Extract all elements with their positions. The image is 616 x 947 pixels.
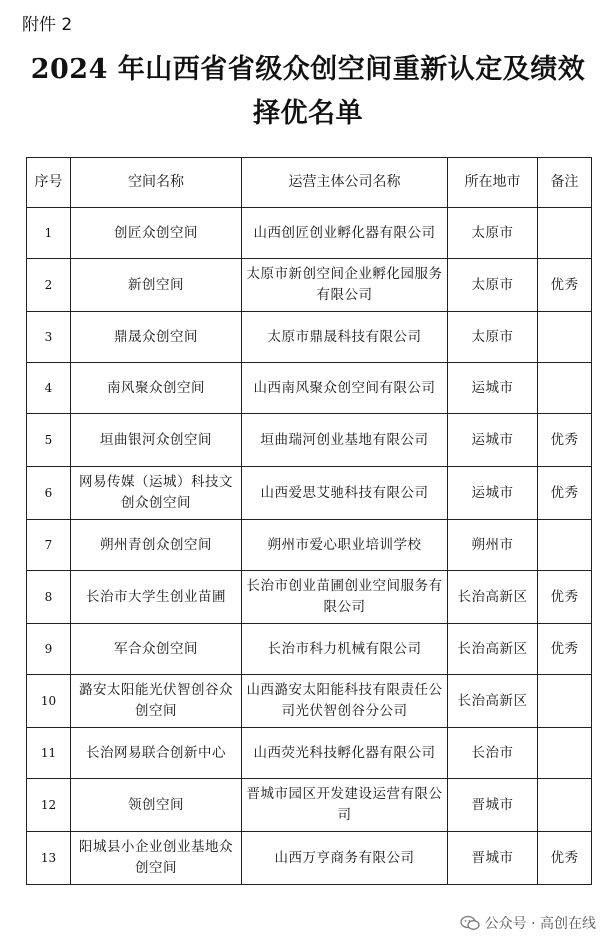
row-space-name: 朔州青创众创空间: [71, 520, 242, 571]
row-city: 运城市: [448, 467, 538, 520]
row-company-name: 山西万亨商务有限公司: [242, 832, 448, 885]
header-note: 备注: [538, 158, 592, 208]
row-space-name: 潞安太阳能光伏智创谷众创空间: [71, 675, 242, 728]
row-no: 11: [27, 728, 71, 779]
row-city: 朔州市: [448, 520, 538, 571]
row-no: 2: [27, 259, 71, 312]
row-city: 晋城市: [448, 832, 538, 885]
document-title: [20, 48, 596, 136]
row-note: [538, 520, 592, 571]
row-note: [538, 779, 592, 832]
row-company-name: 山西南风聚众创空间有限公司: [242, 363, 448, 414]
row-no: 5: [27, 414, 71, 467]
row-no: 4: [27, 363, 71, 414]
row-city: 长治高新区: [448, 675, 538, 728]
row-space-name: 创匠众创空间: [71, 208, 242, 259]
row-space-name: 新创空间: [71, 259, 242, 312]
watermark-text: 公众号 · 高创在线: [484, 916, 596, 932]
row-company-name: 山西创匠创业孵化器有限公司: [242, 208, 448, 259]
row-company-name: 太原市鼎晟科技有限公司: [242, 312, 448, 363]
row-no: 8: [27, 571, 71, 624]
table-row: [27, 571, 592, 624]
row-company-name: 晋城市园区开发建设运营有限公司: [242, 779, 448, 832]
row-note: 优秀: [538, 571, 592, 624]
row-space-name: 长治网易联合创新中心: [71, 728, 242, 779]
row-city: 太原市: [448, 208, 538, 259]
row-no: 7: [27, 520, 71, 571]
recognition-list-table: [26, 157, 592, 885]
row-space-name: 鼎晟众创空间: [71, 312, 242, 363]
row-no: 1: [27, 208, 71, 259]
table-row: [27, 675, 592, 728]
table-row: [27, 779, 592, 832]
row-note: 优秀: [538, 624, 592, 675]
row-city: 晋城市: [448, 779, 538, 832]
title-line-2: 择优名单: [253, 98, 363, 129]
row-company-name: 垣曲瑞河创业基地有限公司: [242, 414, 448, 467]
row-note: 优秀: [538, 832, 592, 885]
table-header-row: [27, 158, 592, 208]
row-no: 3: [27, 312, 71, 363]
row-company-name: 山西荧光科技孵化器有限公司: [242, 728, 448, 779]
row-no: 9: [27, 624, 71, 675]
row-city: 长治市: [448, 728, 538, 779]
row-no: 10: [27, 675, 71, 728]
row-space-name: 垣曲银河众创空间: [71, 414, 242, 467]
row-space-name: 军合众创空间: [71, 624, 242, 675]
row-company-name: 朔州市爱心职业培训学校: [242, 520, 448, 571]
row-city: 运城市: [448, 363, 538, 414]
header-city: 所在地市: [448, 158, 538, 208]
row-city: 长治高新区: [448, 624, 538, 675]
row-no: 6: [27, 467, 71, 520]
row-company-name: 山西潞安太阳能科技有限责任公司光伏智创谷分公司: [242, 675, 448, 728]
row-company-name: 山西爱思艾驰科技有限公司: [242, 467, 448, 520]
wechat-icon: [460, 915, 480, 931]
row-no: 13: [27, 832, 71, 885]
table-row: [27, 208, 592, 259]
row-note: [538, 363, 592, 414]
row-city: 长治高新区: [448, 571, 538, 624]
table-row: [27, 414, 592, 467]
table-row: [27, 467, 592, 520]
row-note: 优秀: [538, 414, 592, 467]
table-row: [27, 363, 592, 414]
watermark: [460, 913, 596, 933]
row-space-name: 网易传媒（运城）科技文创众创空间: [71, 467, 242, 520]
row-no: 12: [27, 779, 71, 832]
row-note: [538, 728, 592, 779]
table-row: [27, 832, 592, 885]
row-space-name: 南风聚众创空间: [71, 363, 242, 414]
table-row: [27, 624, 592, 675]
attachment-label: 附件 2: [22, 15, 73, 35]
row-note: [538, 208, 592, 259]
row-space-name: 领创空间: [71, 779, 242, 832]
row-note: 优秀: [538, 259, 592, 312]
row-note: [538, 312, 592, 363]
row-city: 太原市: [448, 259, 538, 312]
row-city: 太原市: [448, 312, 538, 363]
row-note: 优秀: [538, 467, 592, 520]
title-line-1: 2024 年山西省省级众创空间重新认定及绩效: [30, 54, 586, 85]
table-row: [27, 728, 592, 779]
row-space-name: 阳城县小企业创业基地众创空间: [71, 832, 242, 885]
row-company-name: 太原市新创空间企业孵化园服务有限公司: [242, 259, 448, 312]
row-note: [538, 675, 592, 728]
row-company-name: 长治市科力机械有限公司: [242, 624, 448, 675]
table-row: [27, 520, 592, 571]
table-row: [27, 259, 592, 312]
table-row: [27, 312, 592, 363]
row-city: 运城市: [448, 414, 538, 467]
header-company-name: 运营主体公司名称: [242, 158, 448, 208]
row-space-name: 长治市大学生创业苗圃: [71, 571, 242, 624]
row-company-name: 长治市创业苗圃创业空间服务有限公司: [242, 571, 448, 624]
header-space-name: 空间名称: [71, 158, 242, 208]
header-no: 序号: [27, 158, 71, 208]
